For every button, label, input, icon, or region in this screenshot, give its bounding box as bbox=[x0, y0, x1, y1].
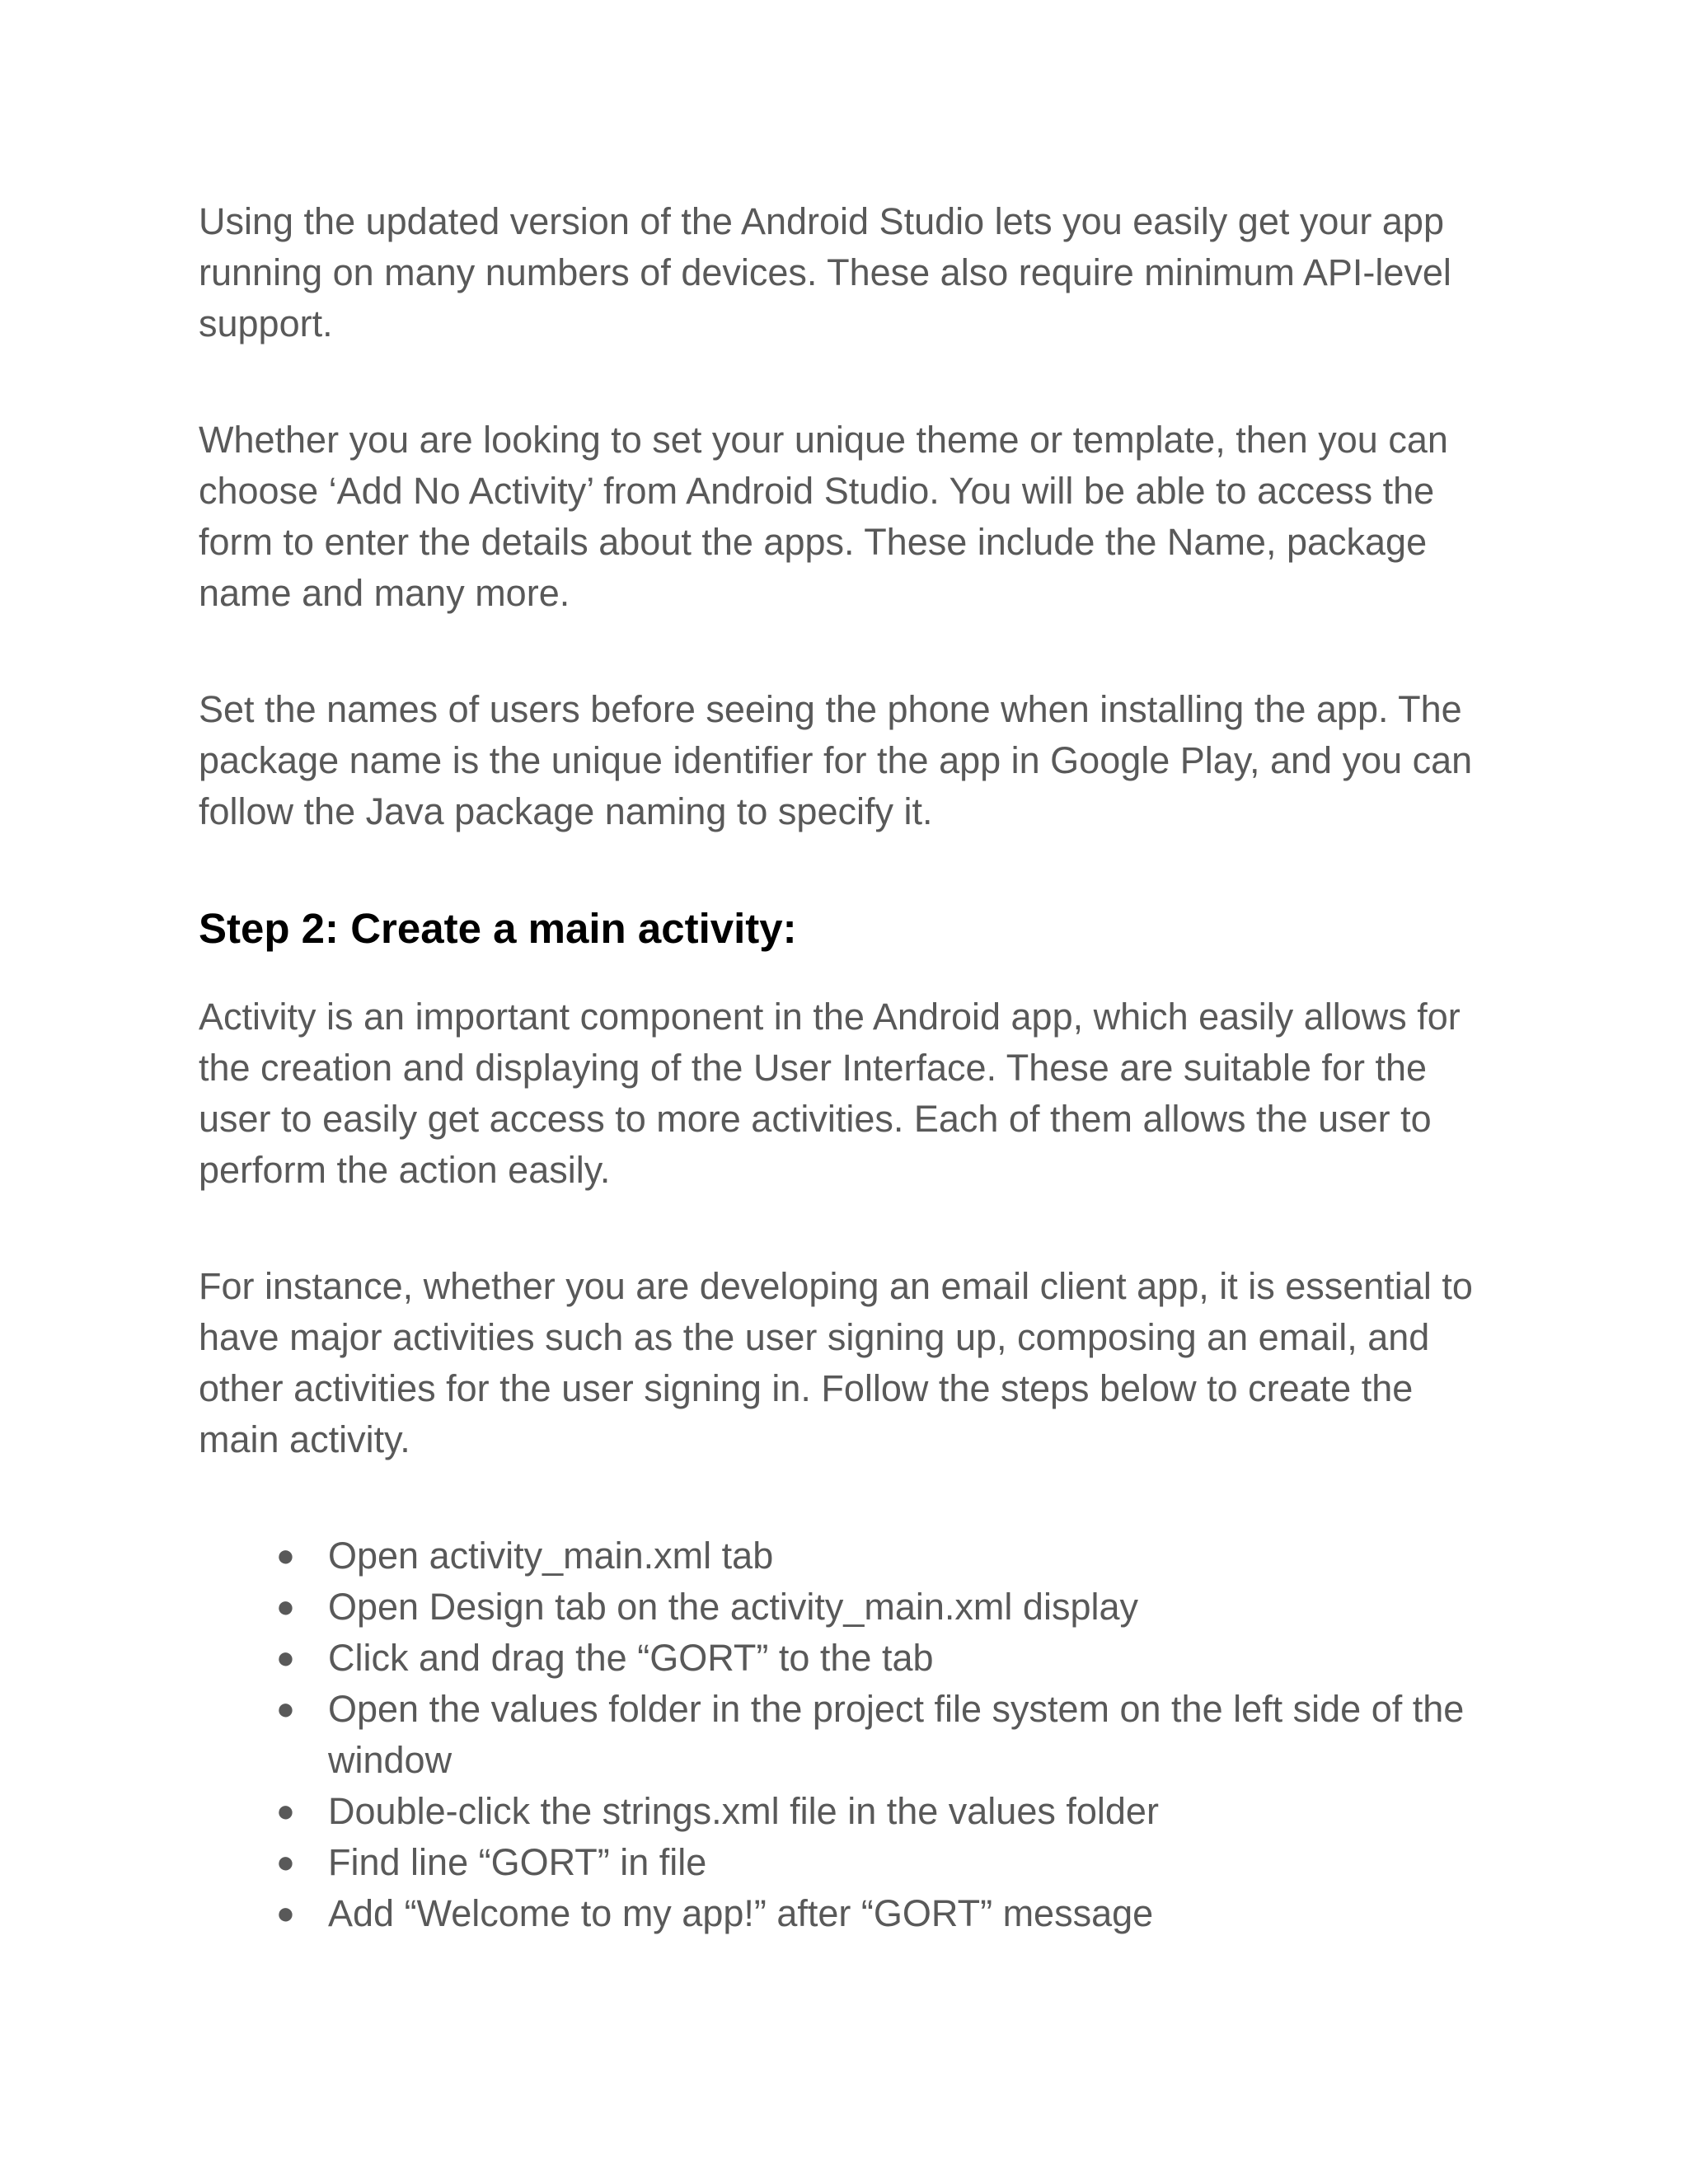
paragraph-email-client-example: For instance, whether you are developing an email client app, it is essential to have major activities such as the user signing up, composing an email, and other activities for the user signing in. Follow the steps below to create the main activity. bbox=[199, 1265, 1473, 1460]
list-item bbox=[276, 1786, 1493, 1837]
section-heading-step-2: Step 2: Create a main activity: bbox=[199, 905, 797, 952]
list-item-text: Open the values folder in the project file system on the left side of the window bbox=[328, 1688, 1465, 1781]
list-item bbox=[276, 1888, 1493, 1939]
paragraph-android-studio-devices: Using the updated version of the Android Studio lets you easily get your app running on many numbers of devices. These also require minimum API-level support. bbox=[199, 200, 1451, 344]
bullet-icon: ● bbox=[276, 1692, 295, 1727]
list-item bbox=[276, 1837, 1493, 1888]
paragraph-activity-component: Activity is an important component in the Android app, which easily allows for the creation and displaying of the User Interface. These are suitable for the user to easily get access to more activities. Each of them allows the user to perform the action easily. bbox=[199, 996, 1461, 1191]
bullet-icon: ● bbox=[276, 1794, 295, 1829]
steps-list bbox=[199, 1530, 1493, 1939]
list-item bbox=[276, 1684, 1493, 1786]
list-item-text: Open Design tab on the activity_main.xml display bbox=[328, 1586, 1138, 1628]
list-item bbox=[276, 1530, 1493, 1582]
document-body bbox=[199, 196, 1493, 1939]
list-item-text: Find line “GORT” in file bbox=[328, 1841, 707, 1883]
list-item bbox=[276, 1633, 1493, 1684]
paragraph-package-name: Set the names of users before seeing the phone when installing the app. The package name is the unique identifier for the app in Google Play, and you can follow the Java package naming to specify it. bbox=[199, 688, 1473, 832]
list-item-text: Open activity_main.xml tab bbox=[328, 1535, 774, 1577]
list-item-text: Click and drag the “GORT” to the tab bbox=[328, 1637, 934, 1679]
bullet-icon: ● bbox=[276, 1845, 295, 1880]
bullet-icon: ● bbox=[276, 1641, 295, 1675]
list-item-text: Double-click the strings.xml file in the values folder bbox=[328, 1790, 1159, 1832]
bullet-icon: ● bbox=[276, 1539, 295, 1573]
list-item bbox=[276, 1582, 1493, 1633]
list-item-text: Add “Welcome to my app!” after “GORT” message bbox=[328, 1892, 1154, 1934]
bullet-icon: ● bbox=[276, 1590, 295, 1624]
paragraph-add-no-activity: Whether you are looking to set your unique theme or template, then you can choose ‘Add No Activity’ from Android Studio. You will be able to access the form to enter the details about the apps. These include the Name, package name and many more. bbox=[199, 419, 1448, 614]
bullet-icon: ● bbox=[276, 1896, 295, 1931]
